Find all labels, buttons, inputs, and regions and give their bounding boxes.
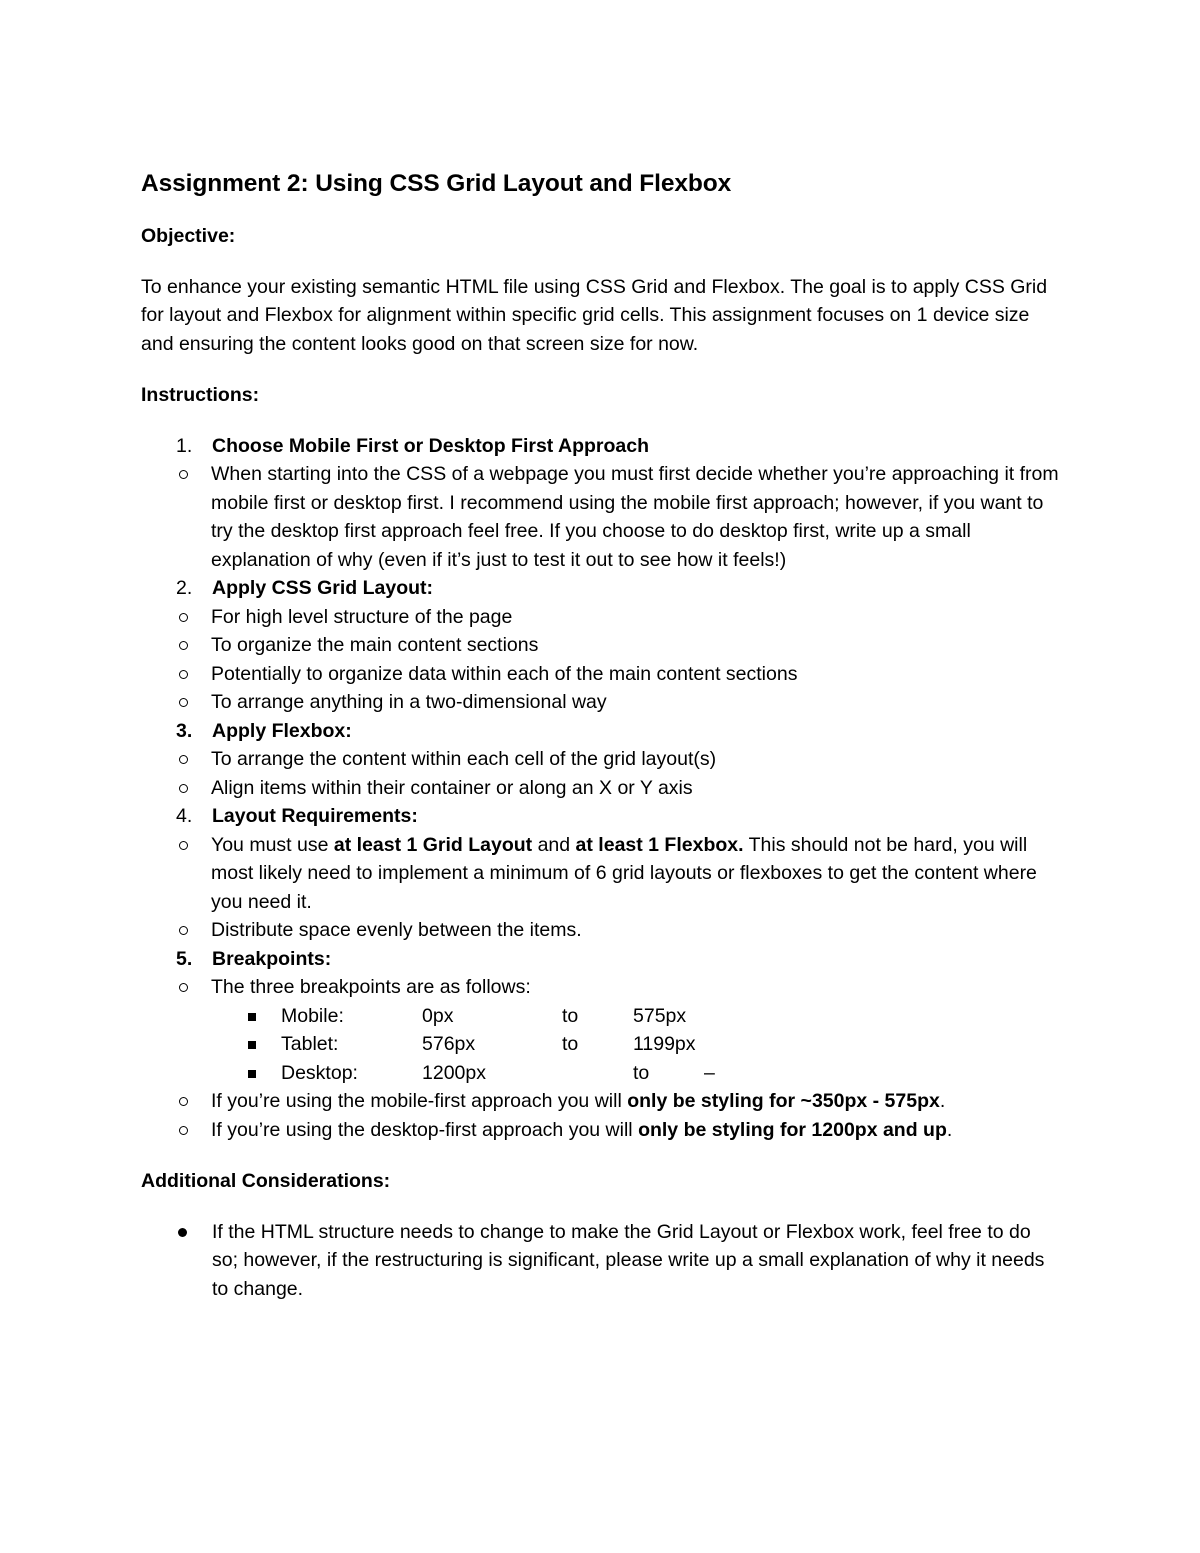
req-text-pre: You must use (211, 833, 334, 856)
sub-item (141, 973, 1061, 1087)
breakpoint-name: Desktop: (281, 1061, 358, 1084)
sub-item-text: For high level structure of the page (211, 605, 513, 628)
instructions-label: Instructions: (141, 384, 260, 406)
instruction-item-4 (141, 802, 1061, 945)
sub-item (141, 631, 1061, 660)
hollow-bullet-icon (179, 670, 188, 679)
breakpoint-to: 575px (633, 1004, 687, 1027)
instruction-item-2 (141, 574, 1061, 717)
breakpoint-from: 0px (422, 1004, 454, 1027)
breakpoint-to: 1199px (633, 1033, 696, 1055)
mobile-text-bold: only be styling for ~350px - 575px (627, 1090, 940, 1112)
item-heading: Choose Mobile First or Desktop First Approach (212, 434, 649, 457)
sub-item (141, 774, 1061, 803)
additional-label: Additional Considerations: (141, 1170, 391, 1192)
sub-item-text: To arrange anything in a two-dimensional way (211, 691, 607, 713)
desktop-text-post: . (946, 1118, 953, 1141)
hollow-bullet-icon (179, 1126, 188, 1135)
breakpoint-to-word: to (562, 1004, 579, 1027)
sub-list (141, 745, 1061, 802)
instruction-item-5 (141, 945, 1061, 1145)
sub-item-text: Align items within their container or along an X or Y axis (211, 776, 693, 799)
hollow-bullet-icon (179, 784, 188, 793)
mobile-text-post: . (939, 1090, 946, 1112)
req-text-mid: and (532, 833, 576, 856)
sub-item-text: To arrange the content within each cell of the grid layout(s) (211, 748, 717, 770)
item-number: 3. (176, 719, 193, 742)
hollow-bullet-icon (179, 641, 188, 650)
sub-item (141, 745, 1061, 774)
item-heading: Layout Requirements: (212, 805, 418, 827)
mobile-text-pre: If you’re using the mobile-first approach you will (211, 1090, 628, 1112)
hollow-bullet-icon (179, 613, 188, 622)
sub-item-text: To organize the main content sections (211, 634, 539, 656)
breakpoint-name: Tablet: (281, 1033, 339, 1055)
instruction-item-1 (141, 432, 1061, 575)
breakpoint-from: 576px (422, 1033, 476, 1055)
req-text-bold-1: at least 1 Grid Layout (333, 833, 533, 856)
instruction-item-3 (141, 717, 1061, 803)
sub-item-text: When starting into the CSS of a webpage you must first decide whether you’re approaching it from mobile first or desktop first. I recommend using the mobile first approach; however, if you want to try the desktop first approach feel free. If you choose to do desktop first, write up a small explanation of why (even if it’s just to test it out to see how it feels!) (211, 463, 1059, 571)
item-number: 2. (176, 577, 193, 599)
desktop-text-pre: If you’re using the desktop-first approach you will (211, 1118, 639, 1141)
item-heading: Breakpoints: (212, 947, 332, 970)
sub-item (141, 1116, 1061, 1145)
sub-list (141, 831, 1061, 945)
hollow-bullet-icon (179, 926, 188, 935)
item-number: 4. (176, 805, 193, 827)
square-bullet-icon (248, 1041, 256, 1049)
sub-item (141, 916, 1061, 945)
hollow-bullet-icon (179, 983, 188, 992)
document-page (141, 166, 1061, 1303)
sub-item (141, 831, 1061, 917)
item-number: 5. (176, 947, 193, 970)
sub-list (141, 460, 1061, 574)
hollow-bullet-icon (179, 470, 188, 479)
breakpoint-to-word: to (633, 1061, 650, 1084)
item-heading: Apply CSS Grid Layout: (212, 577, 434, 599)
breakpoints-intro: The three breakpoints are as follows: (211, 976, 531, 998)
additional-item (141, 1218, 1061, 1304)
sub-list (141, 973, 1061, 1144)
breakpoint-name: Mobile: (281, 1004, 344, 1027)
item-heading: Apply Flexbox: (212, 719, 352, 742)
hollow-bullet-icon (179, 755, 188, 764)
sub-list (141, 603, 1061, 717)
objective-label: Objective: (141, 225, 236, 247)
desktop-text-bold: only be styling for 1200px and up (638, 1118, 947, 1141)
additional-item-text: If the HTML structure needs to change to make the Grid Layout or Flexbox work, feel free to do so; however, if the restructuring is significant, please write up a small explanation of why it needs to change. (212, 1220, 1045, 1300)
req-text-post: This should not be hard, you will most likely need to implement a minimum of 6 grid layouts or flexboxes to get the content where you need it. (211, 833, 1037, 913)
sub-item (141, 660, 1061, 689)
breakpoint-row-mobile (211, 1002, 1061, 1031)
hollow-bullet-icon (179, 841, 188, 850)
item-number: 1. (176, 434, 193, 457)
breakpoint-to: – (704, 1061, 715, 1084)
sub-item (141, 688, 1061, 717)
bullet-icon (178, 1228, 187, 1237)
breakpoint-list (211, 1002, 1061, 1088)
breakpoint-to-word: to (562, 1033, 579, 1055)
breakpoint-row-desktop (211, 1059, 1061, 1088)
sub-item (141, 603, 1061, 632)
sub-item (141, 1087, 1061, 1116)
square-bullet-icon (248, 1070, 256, 1078)
breakpoint-from: 1200px (422, 1061, 486, 1084)
objective-text: To enhance your existing semantic HTML file using CSS Grid and Flexbox. The goal is to apply CSS Grid for layout and Flexbox for alignment within specific grid cells. This assignment focuses on 1 device size and ensuring the content looks good on that screen size for now. (141, 275, 1048, 355)
req-text-bold-2: at least 1 Flexbox. (575, 833, 744, 856)
hollow-bullet-icon (179, 698, 188, 707)
hollow-bullet-icon (179, 1097, 188, 1106)
sub-item (141, 460, 1061, 574)
square-bullet-icon (248, 1013, 256, 1021)
sub-item-text: Potentially to organize data within each of the main content sections (211, 662, 798, 685)
sub-item-text: Distribute space evenly between the items. (211, 919, 582, 941)
instructions-list (141, 432, 1061, 1145)
breakpoint-row-tablet (211, 1030, 1061, 1059)
page-title: Assignment 2: Using CSS Grid Layout and Flexbox (141, 170, 732, 197)
additional-list (141, 1218, 1061, 1304)
